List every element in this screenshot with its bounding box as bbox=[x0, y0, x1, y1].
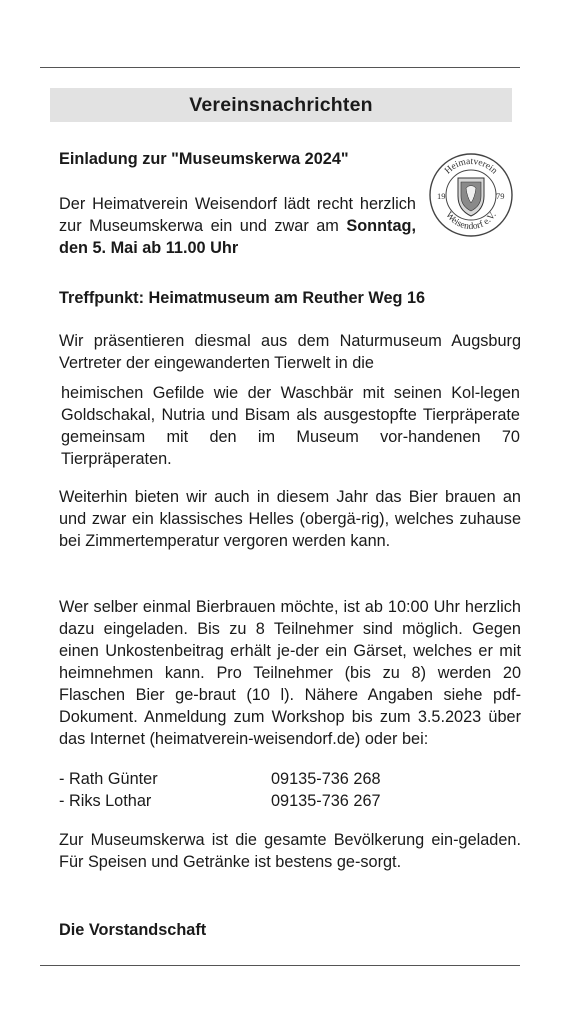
contact-list bbox=[59, 768, 521, 812]
signature: Die Vorstandschaft bbox=[59, 921, 207, 939]
paragraph-2: Weiterhin bieten wir auch in diesem Jahr das Bier brauen an und zwar ein klassisches Helles (obergä-rig), welches zuhause bei Zimmertemperatur vergoren werden kann. bbox=[59, 488, 521, 550]
meeting-point: Treffpunkt: Heimatmuseum am Reuther Weg 16 bbox=[59, 289, 426, 307]
paragraph-1a: Wir präsentieren diesmal aus dem Naturmuseum Augsburg Vertreter der eingewanderten Tierwelt in die bbox=[59, 332, 521, 372]
contact-name: - Riks Lothar bbox=[59, 792, 152, 810]
paragraph-1a-block bbox=[59, 330, 521, 374]
paragraph-2-block bbox=[59, 486, 521, 552]
intro-text: Der Heimatverein Weisendorf lädt recht herzlich zur Museumskerwa ein und zwar am bbox=[59, 195, 416, 235]
club-seal-icon bbox=[428, 152, 514, 238]
meeting-point-block bbox=[59, 287, 521, 309]
invitation-title: Einladung zur "Museumskerwa 2024" bbox=[59, 150, 349, 168]
seal-year-left: 19 bbox=[437, 191, 446, 201]
seal-text-bottom: Weisendorf e.V. bbox=[443, 210, 499, 233]
contact-phone: 09135-736 267 bbox=[271, 792, 381, 810]
svg-text:Heimatverein bbox=[443, 157, 499, 177]
section-title: Vereinsnachrichten bbox=[189, 93, 373, 116]
bottom-rule bbox=[40, 965, 520, 966]
paragraph-1b: heimischen Gefilde wie der Waschbär mit seinen Kol-legen Goldschakal, Nutria und Bisam als ausgestopfte Tierpräperate gemeinsam mit den im Museum vor-handenen 70 Tierpräperaten. bbox=[61, 384, 520, 468]
top-rule bbox=[40, 67, 520, 68]
section-header bbox=[50, 88, 512, 122]
paragraph-3: Wer selber einmal Bierbrauen möchte, ist ab 10:00 Uhr herzlich dazu eingeladen. Bis zu 8 Teilnehmer sind möglich. Gegen einen Unkostenbeitrag erhält je-der ein Gärset, welches er mit heimnehmen kann. Pro Teilnehmer (bis zu 8) werden 20 Flaschen Bier ge-braut (10 l). Nähere Angaben siehe pdf-Dokument. Anmeldung zum Workshop bis zum 3.5.2023 über das Internet (heimatverein-weisendorf.de) oder bei: bbox=[59, 598, 521, 748]
paragraph-1b-block bbox=[61, 382, 520, 470]
intro-date: Sonntag, den 5. Mai ab 11.00 Uhr bbox=[59, 217, 416, 257]
intro-paragraph bbox=[59, 193, 416, 259]
contact-row bbox=[59, 790, 521, 812]
paragraph-4: Zur Museumskerwa ist die gesamte Bevölkerung ein-geladen. Für Speisen und Getränke ist bestens ge-sorgt. bbox=[59, 831, 521, 871]
paragraph-3-block bbox=[59, 596, 521, 750]
signature-block bbox=[59, 919, 521, 941]
coat-of-arms-icon bbox=[458, 178, 484, 216]
contact-row bbox=[59, 768, 521, 790]
invitation-title-block bbox=[59, 148, 419, 170]
paragraph-4-block bbox=[59, 829, 521, 873]
seal-text-top: Heimatverein bbox=[443, 156, 499, 177]
contact-phone: 09135-736 268 bbox=[271, 770, 381, 788]
seal-year-right: 79 bbox=[496, 191, 505, 201]
contact-name: - Rath Günter bbox=[59, 770, 158, 788]
